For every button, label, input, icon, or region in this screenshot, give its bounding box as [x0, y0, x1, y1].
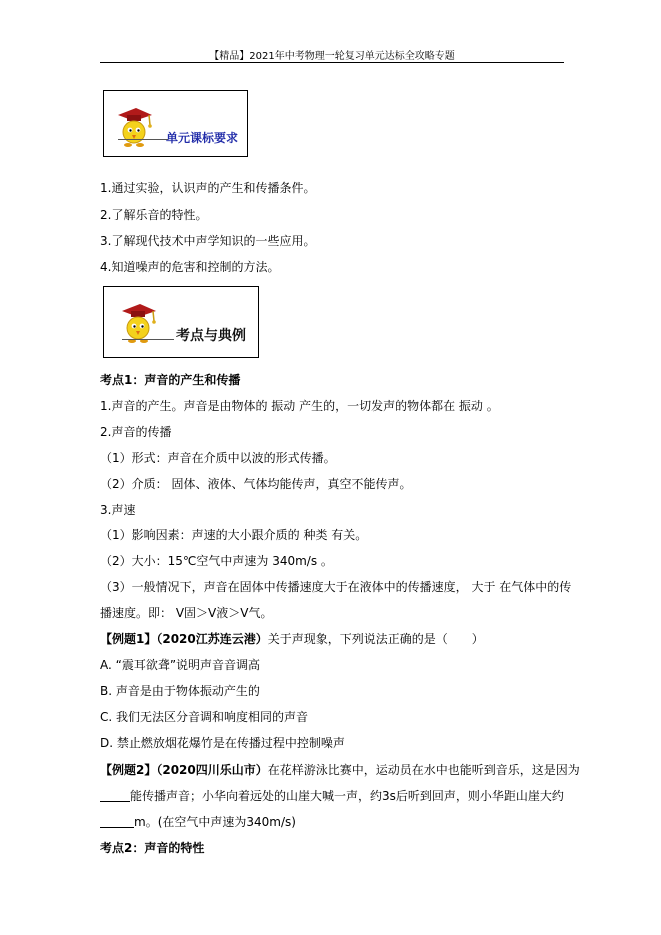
example-text: 在花样游泳比赛中，运动员在水中也能听到音乐，这是因为: [267, 763, 580, 777]
paragraph-line: （2）大小：15℃空气中声速为 340m/s 。: [100, 554, 333, 568]
example-question: 关于声现象，下列说法正确的是（ ）: [267, 632, 484, 646]
banner-underline: [122, 339, 174, 340]
section-title: 考点1：声音的产生和传播: [100, 373, 241, 387]
banner-title: 考点与典例: [176, 328, 246, 344]
paragraph-line: 1.声音的产生。声音是由物体的 振动 产生的，一切发声的物体都在 振动 。: [100, 399, 499, 413]
paragraph-line: 播速度。即： V固＞V液＞V气。: [100, 606, 273, 620]
page-header: 【精品】2021年中考物理一轮复习单元达标全攻略专题: [209, 51, 455, 62]
paragraph-line: （1）形式：声音在介质中以波的形式传播。: [100, 451, 336, 465]
example-text: m。(在空气中声速为340m/s): [134, 815, 296, 829]
option-c: C. 我们无法区分音调和响度相同的声音: [100, 710, 309, 724]
example-source: （2020江苏连云港）: [156, 632, 268, 646]
banner-underline: [118, 139, 168, 140]
paragraph-line: 3.声速: [100, 503, 136, 517]
example-label: 【例题2】: [100, 763, 157, 777]
option-b: B. 声音是由于物体振动产生的: [100, 684, 260, 698]
example-2-stem: [100, 762, 580, 778]
banner-key-points: [103, 286, 259, 358]
requirement-item: 2.了解乐音的特性。: [100, 208, 208, 222]
requirement-item: 1.通过实验，认识声的产生和传播条件。: [100, 181, 316, 195]
paragraph-line: 2.声音的传播: [100, 425, 172, 439]
example-source: （2020四川乐山市）: [156, 763, 268, 777]
requirement-item: 3.了解现代技术中声学知识的一些应用。: [100, 234, 316, 248]
banner-title: 单元课标要求: [166, 131, 239, 145]
answer-blank: [100, 789, 130, 802]
requirement-item: 4.知道噪声的危害和控制的方法。: [100, 260, 280, 274]
example-2-line: [100, 814, 296, 830]
option-d: D. 禁止燃放烟花爆竹是在传播过程中控制噪声: [100, 736, 345, 750]
option-a: A. “震耳欲聋”说明声音音调高: [100, 658, 261, 672]
example-2-line: [100, 788, 564, 804]
banner-unit-requirements: [103, 90, 248, 157]
example-1-stem: [100, 631, 484, 647]
section-title: 考点2：声音的特性: [100, 841, 205, 855]
mascot-graduate-icon: [114, 103, 154, 149]
answer-blank: [100, 815, 134, 828]
paragraph-line: （1）影响因素：声速的大小跟介质的 种类 有关。: [100, 528, 368, 542]
example-label: 【例题1】: [100, 632, 157, 646]
header-rule: [100, 62, 564, 63]
example-text: 能传播声音；小华向着远处的山崖大喊一声，约3s后听到回声，则小华距山崖大约: [130, 789, 564, 803]
paragraph-line: （3）一般情况下，声音在固体中传播速度大于在液体中的传播速度， 大于 在气体中的传: [100, 580, 572, 594]
paragraph-line: （2）介质： 固体、液体、气体均能传声，真空不能传声。: [100, 477, 412, 491]
